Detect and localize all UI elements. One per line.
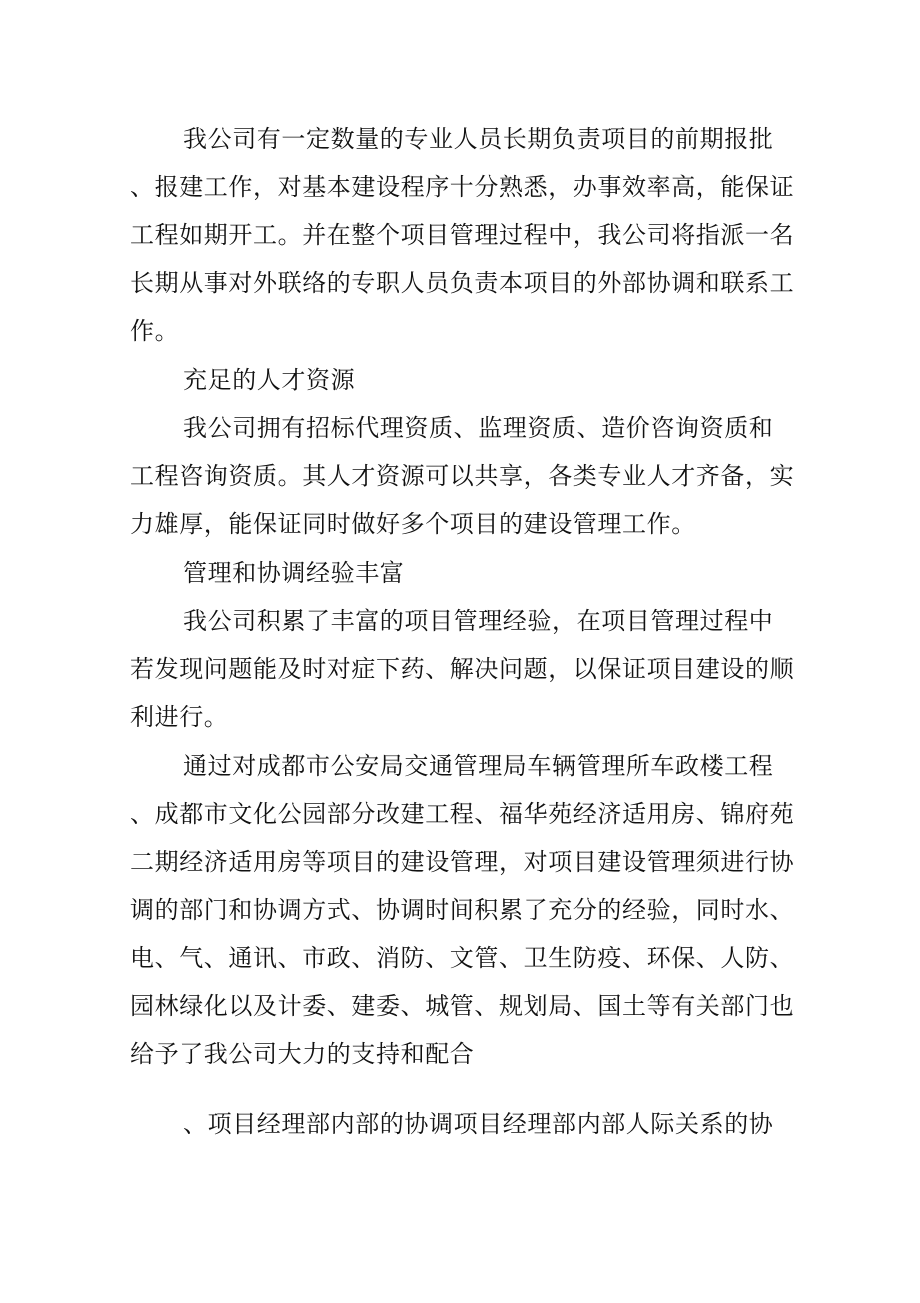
paragraph-line: 工程如期开工。并在整个项目管理过程中，我公司将指派一名 [130,221,795,249]
paragraph-line: 工程咨询资质。其人才资源可以共享，各类专业人才齐备，实 [130,462,795,490]
paragraph-line: 我公司有一定数量的专业人员长期负责项目的前期报批 [183,125,774,153]
paragraph-line: 、项目经理部内部的协调项目经理部内部人际关系的协 [183,1110,774,1138]
paragraph-line: 若发现问题能及时对症下药、解决问题，以保证项目建设的顺 [130,655,795,683]
section-heading: 管理和协调经验丰富 [183,559,405,587]
paragraph-line: 调的部门和协调方式、协调时间积累了充分的经验，同时水、 [130,896,795,924]
paragraph-line: 力雄厚，能保证同时做好多个项目的建设管理工作。 [130,510,696,538]
paragraph-line: 利进行。 [130,703,229,731]
paragraph-line: 长期从事对外联络的专职人员负责本项目的外部协调和联系工 [130,269,795,297]
paragraph-line: 电、气、通讯、市政、消防、文管、卫生防疫、环保、人防、 [130,944,795,972]
paragraph-line: 我公司积累了丰富的项目管理经验，在项目管理过程中 [183,607,774,635]
paragraph-line: 作。 [130,317,180,345]
paragraph-line: 我公司拥有招标代理资质、监理资质、造价咨询资质和 [183,414,774,442]
paragraph-line: 、成都市文化公园部分改建工程、福华苑经济适用房、锦府苑 [130,800,795,828]
section-heading: 充足的人才资源 [183,366,356,394]
paragraph-line: 通过对成都市公安局交通管理局车辆管理所车政楼工程 [183,752,774,780]
paragraph-line: 园林绿化以及计委、建委、城管、规划局、国土等有关部门也 [130,992,795,1020]
paragraph-line: 二期经济适用房等项目的建设管理，对项目建设管理须进行协 [130,848,795,876]
paragraph-line: 、报建工作，对基本建设程序十分熟悉，办事效率高，能保证 [130,173,795,201]
paragraph-line: 给予了我公司大力的支持和配合 [130,1040,475,1068]
